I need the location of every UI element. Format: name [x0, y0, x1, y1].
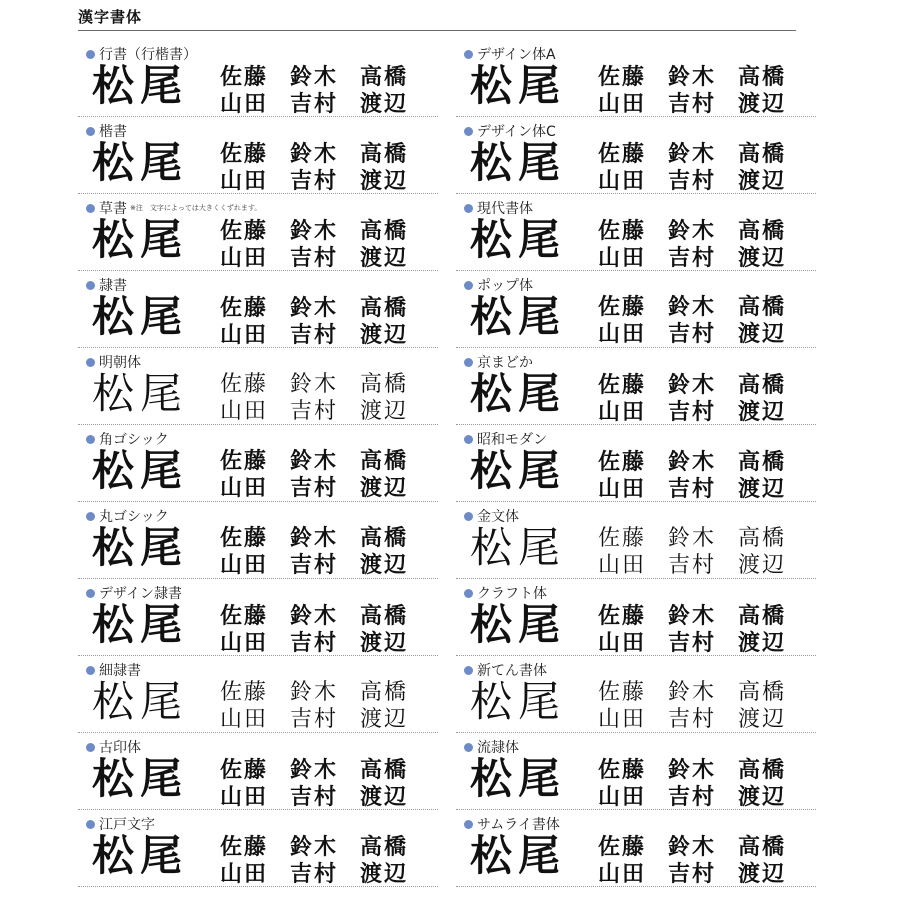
bullet-icon [464, 204, 473, 213]
name-sample: 吉村 [668, 322, 717, 347]
name-sample: 高橋 [738, 757, 787, 783]
name-sample: 山田 [598, 784, 647, 810]
name-sample-row [220, 476, 430, 503]
name-sample: 山田 [598, 91, 647, 117]
name-samples [220, 295, 430, 349]
name-sample: 高橋 [738, 372, 787, 398]
name-sample: 鈴木 [668, 603, 717, 629]
name-sample-row [598, 630, 808, 657]
name-sample-row [598, 526, 808, 553]
font-style-name: 丸ゴシック [99, 509, 169, 525]
name-sample: 高橋 [360, 372, 409, 397]
name-samples [598, 218, 808, 272]
name-sample-row [598, 784, 808, 811]
name-sample: 佐藤 [220, 603, 269, 629]
name-sample: 高橋 [360, 64, 409, 90]
name-sample: 鈴木 [290, 834, 339, 860]
surname-sample: 松尾 [470, 215, 567, 264]
surname-sample: 松尾 [92, 61, 189, 110]
surname-sample: 松尾 [92, 754, 189, 803]
name-sample-row [598, 757, 808, 784]
name-samples [598, 372, 808, 426]
name-sample: 鈴木 [668, 526, 717, 551]
bullet-icon [86, 589, 95, 598]
surname-sample: 松尾 [92, 677, 189, 726]
font-sample-entry [456, 117, 816, 194]
font-style-name: 京まどか [477, 355, 533, 371]
name-samples [598, 64, 808, 118]
name-sample: 吉村 [668, 553, 717, 578]
surname-sample: 松尾 [470, 61, 567, 110]
name-sample: 佐藤 [598, 218, 647, 244]
name-sample: 山田 [598, 630, 647, 656]
name-sample: 鈴木 [290, 141, 339, 167]
name-samples [598, 141, 808, 195]
font-style-name: 楷書 [99, 124, 127, 140]
name-sample-row [220, 707, 430, 734]
name-samples [220, 603, 430, 657]
name-sample: 佐藤 [220, 295, 269, 321]
font-sample-entry [456, 194, 816, 271]
name-sample: 鈴木 [290, 526, 339, 551]
font-style-name: デザイン隷書 [99, 586, 183, 602]
name-sample: 渡辺 [360, 707, 409, 732]
page-title: 漢字書体 [78, 8, 143, 26]
name-sample: 吉村 [668, 707, 717, 732]
font-sample-entry [78, 733, 438, 810]
font-style-name: 角ゴシック [99, 432, 169, 448]
bullet-icon [464, 820, 473, 829]
name-sample: 佐藤 [598, 64, 647, 90]
name-samples [598, 526, 808, 580]
name-sample-row [220, 399, 430, 426]
name-sample: 高橋 [360, 218, 409, 244]
name-samples [598, 834, 808, 888]
font-style-name: 行書（行楷書） [99, 47, 197, 63]
name-sample: 吉村 [290, 476, 339, 501]
name-samples [220, 680, 430, 734]
surname-sample: 松尾 [470, 369, 567, 418]
bullet-icon [86, 204, 95, 213]
name-sample: 高橋 [360, 295, 409, 321]
name-sample: 山田 [598, 553, 647, 578]
name-sample-row [220, 168, 430, 195]
bullet-icon [464, 589, 473, 598]
bullet-icon [86, 358, 95, 367]
name-sample: 鈴木 [668, 372, 717, 398]
name-sample: 佐藤 [220, 218, 269, 244]
name-sample: 吉村 [668, 476, 717, 502]
name-sample: 渡辺 [738, 784, 787, 810]
name-sample: 山田 [220, 399, 269, 424]
name-sample: 渡辺 [738, 91, 787, 117]
name-samples [598, 757, 808, 811]
font-sample-entry [456, 579, 816, 656]
name-sample: 吉村 [668, 399, 717, 425]
bullet-icon [464, 435, 473, 444]
name-samples [220, 757, 430, 811]
name-sample: 山田 [220, 784, 269, 810]
font-sample-entry [456, 502, 816, 579]
font-style-name: デザイン体A [477, 47, 556, 63]
name-sample-row [598, 372, 808, 399]
name-sample: 山田 [220, 322, 269, 348]
name-sample: 鈴木 [290, 680, 339, 705]
font-sample-entry [78, 810, 438, 887]
name-sample: 鈴木 [290, 64, 339, 90]
name-sample: 佐藤 [220, 449, 269, 474]
name-sample: 山田 [598, 707, 647, 732]
bullet-icon [464, 358, 473, 367]
name-sample: 渡辺 [360, 476, 409, 501]
name-sample: 高橋 [360, 141, 409, 167]
name-sample: 高橋 [738, 526, 787, 551]
bullet-icon [86, 50, 95, 59]
name-sample: 山田 [220, 707, 269, 732]
font-sample-entry [78, 502, 438, 579]
font-sample-entry [456, 271, 816, 348]
name-sample: 高橋 [360, 834, 409, 860]
name-sample: 吉村 [668, 861, 717, 887]
name-sample-row [220, 526, 430, 553]
name-sample-row [598, 476, 808, 503]
name-sample: 吉村 [668, 245, 717, 271]
name-sample: 佐藤 [598, 372, 647, 398]
name-sample: 渡辺 [360, 861, 409, 887]
name-sample: 吉村 [290, 245, 339, 271]
font-sample-entry [78, 656, 438, 733]
surname-sample: 松尾 [92, 369, 189, 418]
surname-sample: 松尾 [92, 138, 189, 187]
name-sample: 高橋 [738, 295, 787, 320]
name-sample: 佐藤 [598, 834, 647, 860]
name-sample-row [220, 680, 430, 707]
name-sample: 吉村 [290, 91, 339, 117]
name-sample: 佐藤 [598, 449, 647, 475]
name-sample: 渡辺 [360, 322, 409, 348]
name-sample-row [220, 449, 430, 476]
name-sample-row [220, 64, 430, 91]
name-sample: 渡辺 [360, 630, 409, 656]
name-sample: 佐藤 [220, 64, 269, 90]
name-samples [220, 449, 430, 503]
surname-sample: 松尾 [92, 292, 189, 341]
name-sample: 高橋 [738, 141, 787, 167]
bullet-icon [464, 127, 473, 136]
right-column [456, 40, 816, 887]
name-sample: 鈴木 [668, 834, 717, 860]
name-sample: 山田 [598, 861, 647, 887]
name-sample: 佐藤 [598, 757, 647, 783]
font-sample-entry [456, 40, 816, 117]
name-sample: 山田 [220, 168, 269, 194]
name-sample: 高橋 [360, 603, 409, 629]
name-sample: 渡辺 [738, 476, 787, 502]
bullet-icon [464, 281, 473, 290]
font-style-name: 江戸文字 [99, 817, 155, 833]
name-sample: 佐藤 [598, 526, 647, 551]
name-sample: 鈴木 [668, 680, 717, 705]
font-style-name: 草書 [99, 201, 127, 217]
name-sample: 山田 [220, 476, 269, 501]
name-sample: 鈴木 [668, 295, 717, 320]
name-sample-row [598, 91, 808, 118]
bullet-icon [86, 743, 95, 752]
surname-sample: 松尾 [470, 677, 567, 726]
name-sample: 高橋 [360, 526, 409, 551]
name-sample: 山田 [598, 245, 647, 271]
name-sample: 山田 [598, 168, 647, 194]
surname-sample: 松尾 [470, 523, 567, 572]
name-sample: 佐藤 [598, 603, 647, 629]
name-sample: 吉村 [290, 553, 339, 578]
name-sample-row [598, 141, 808, 168]
name-sample: 吉村 [290, 630, 339, 656]
name-sample-row [598, 295, 808, 322]
name-sample-row [598, 218, 808, 245]
surname-sample: 松尾 [92, 523, 189, 572]
name-sample: 吉村 [668, 784, 717, 810]
name-sample-row [598, 64, 808, 91]
name-sample-row [220, 372, 430, 399]
name-sample: 渡辺 [738, 553, 787, 578]
name-sample-row [220, 295, 430, 322]
bullet-icon [464, 666, 473, 675]
name-sample: 山田 [220, 861, 269, 887]
font-sample-entry [78, 40, 438, 117]
name-sample-row [598, 861, 808, 888]
name-sample: 佐藤 [220, 526, 269, 551]
name-sample: 吉村 [290, 707, 339, 732]
font-sample-entry [456, 733, 816, 810]
font-sample-entry [78, 271, 438, 348]
font-style-name: 昭和モダン [477, 432, 548, 448]
font-sample-entry [456, 348, 816, 425]
name-sample: 佐藤 [598, 295, 647, 320]
name-sample: 鈴木 [290, 603, 339, 629]
left-column [78, 40, 438, 887]
bullet-icon [86, 127, 95, 136]
font-style-name: 現代書体 [477, 201, 533, 217]
name-samples [220, 218, 430, 272]
font-style-name: ポップ体 [477, 278, 533, 294]
name-sample-row [598, 707, 808, 734]
name-sample: 山田 [220, 91, 269, 117]
font-style-name: 隷書 [99, 278, 127, 294]
name-sample-row [220, 757, 430, 784]
name-sample: 渡辺 [360, 245, 409, 271]
bullet-icon [86, 435, 95, 444]
bullet-icon [464, 512, 473, 521]
name-sample: 吉村 [290, 168, 339, 194]
bullet-icon [86, 281, 95, 290]
name-sample: 佐藤 [598, 680, 647, 705]
surname-sample: 松尾 [470, 600, 567, 649]
font-style-name: デザイン体C [477, 124, 556, 140]
name-sample-row [220, 245, 430, 272]
name-sample: 高橋 [360, 449, 409, 474]
name-sample-row [598, 322, 808, 349]
name-samples [220, 372, 430, 426]
name-samples [598, 680, 808, 734]
name-sample-row [220, 553, 430, 580]
name-sample: 高橋 [738, 603, 787, 629]
name-sample: 渡辺 [738, 861, 787, 887]
name-sample: 渡辺 [360, 168, 409, 194]
name-sample: 山田 [220, 553, 269, 578]
page-header [78, 0, 796, 31]
name-sample: 渡辺 [738, 399, 787, 425]
font-style-note: ※注 文字によっては大きくくずれます。 [130, 204, 262, 212]
name-sample: 渡辺 [738, 168, 787, 194]
name-sample: 渡辺 [738, 630, 787, 656]
name-sample-row [220, 141, 430, 168]
name-sample-row [220, 834, 430, 861]
name-sample-row [598, 680, 808, 707]
name-sample: 吉村 [668, 91, 717, 117]
name-sample: 山田 [598, 399, 647, 425]
name-sample: 鈴木 [668, 218, 717, 244]
surname-sample: 松尾 [92, 600, 189, 649]
name-sample-row [220, 784, 430, 811]
font-sample-entry [456, 425, 816, 502]
name-sample: 鈴木 [290, 372, 339, 397]
name-sample: 渡辺 [738, 707, 787, 732]
name-sample-row [220, 218, 430, 245]
font-sample-entry [78, 117, 438, 194]
font-style-name: 金文体 [477, 509, 519, 525]
name-samples [220, 834, 430, 888]
font-sample-entry [78, 194, 438, 271]
name-sample: 吉村 [290, 861, 339, 887]
name-sample: 鈴木 [668, 449, 717, 475]
name-sample-row [598, 553, 808, 580]
name-sample: 山田 [598, 322, 647, 347]
font-style-name: サムライ書体 [477, 817, 560, 833]
name-sample: 鈴木 [290, 449, 339, 474]
font-sample-entry [456, 656, 816, 733]
name-sample: 佐藤 [220, 757, 269, 783]
font-style-name: クラフト体 [477, 586, 547, 602]
name-sample: 高橋 [360, 757, 409, 783]
name-sample: 渡辺 [738, 322, 787, 347]
name-sample: 高橋 [738, 64, 787, 90]
surname-sample: 松尾 [92, 215, 189, 264]
name-sample: 山田 [220, 630, 269, 656]
name-sample-row [598, 603, 808, 630]
font-sample-entry [456, 810, 816, 887]
font-style-name: 細隷書 [99, 663, 141, 679]
name-sample: 渡辺 [360, 91, 409, 117]
name-sample: 佐藤 [220, 680, 269, 705]
name-samples [598, 603, 808, 657]
name-sample: 高橋 [360, 680, 409, 705]
surname-sample: 松尾 [470, 446, 567, 495]
font-style-name: 明朝体 [99, 355, 141, 371]
name-samples [220, 141, 430, 195]
name-sample: 佐藤 [220, 834, 269, 860]
name-samples [598, 449, 808, 503]
name-sample: 吉村 [290, 322, 339, 348]
bullet-icon [86, 666, 95, 675]
font-sample-entry [78, 579, 438, 656]
surname-sample: 松尾 [470, 292, 567, 341]
font-style-name: 古印体 [99, 740, 141, 756]
name-sample-row [598, 834, 808, 861]
name-sample: 高橋 [738, 834, 787, 860]
name-sample: 山田 [598, 476, 647, 502]
name-sample-row [598, 168, 808, 195]
name-sample: 渡辺 [738, 245, 787, 271]
name-sample: 鈴木 [668, 757, 717, 783]
name-sample: 佐藤 [220, 372, 269, 397]
font-sample-entry [78, 425, 438, 502]
name-sample: 吉村 [290, 399, 339, 424]
bullet-icon [86, 820, 95, 829]
name-sample: 鈴木 [290, 757, 339, 783]
name-sample: 高橋 [738, 449, 787, 475]
surname-sample: 松尾 [470, 831, 567, 880]
bullet-icon [464, 743, 473, 752]
name-samples [220, 526, 430, 580]
name-sample-row [598, 245, 808, 272]
name-sample-row [220, 603, 430, 630]
name-sample-row [220, 861, 430, 888]
name-sample: 山田 [220, 245, 269, 271]
name-sample-row [220, 322, 430, 349]
bullet-icon [464, 50, 473, 59]
name-sample: 吉村 [668, 168, 717, 194]
font-style-name: 新てん書体 [477, 663, 547, 679]
name-sample: 高橋 [738, 680, 787, 705]
name-sample: 鈴木 [668, 64, 717, 90]
name-sample-row [220, 630, 430, 657]
name-sample: 鈴木 [290, 218, 339, 244]
name-sample: 渡辺 [360, 553, 409, 578]
name-sample: 鈴木 [290, 295, 339, 321]
bullet-icon [86, 512, 95, 521]
name-sample: 高橋 [738, 218, 787, 244]
surname-sample: 松尾 [470, 138, 567, 187]
name-sample: 吉村 [290, 784, 339, 810]
surname-sample: 松尾 [92, 831, 189, 880]
name-sample: 渡辺 [360, 399, 409, 424]
font-sample-entry [78, 348, 438, 425]
surname-sample: 松尾 [470, 754, 567, 803]
name-sample-row [598, 449, 808, 476]
name-sample: 佐藤 [598, 141, 647, 167]
name-sample: 吉村 [668, 630, 717, 656]
surname-sample: 松尾 [92, 446, 189, 495]
name-sample: 佐藤 [220, 141, 269, 167]
name-sample-row [598, 399, 808, 426]
name-sample: 鈴木 [668, 141, 717, 167]
name-samples [598, 295, 808, 349]
name-sample: 渡辺 [360, 784, 409, 810]
name-samples [220, 64, 430, 118]
name-sample-row [220, 91, 430, 118]
font-style-name: 流隷体 [477, 740, 519, 756]
